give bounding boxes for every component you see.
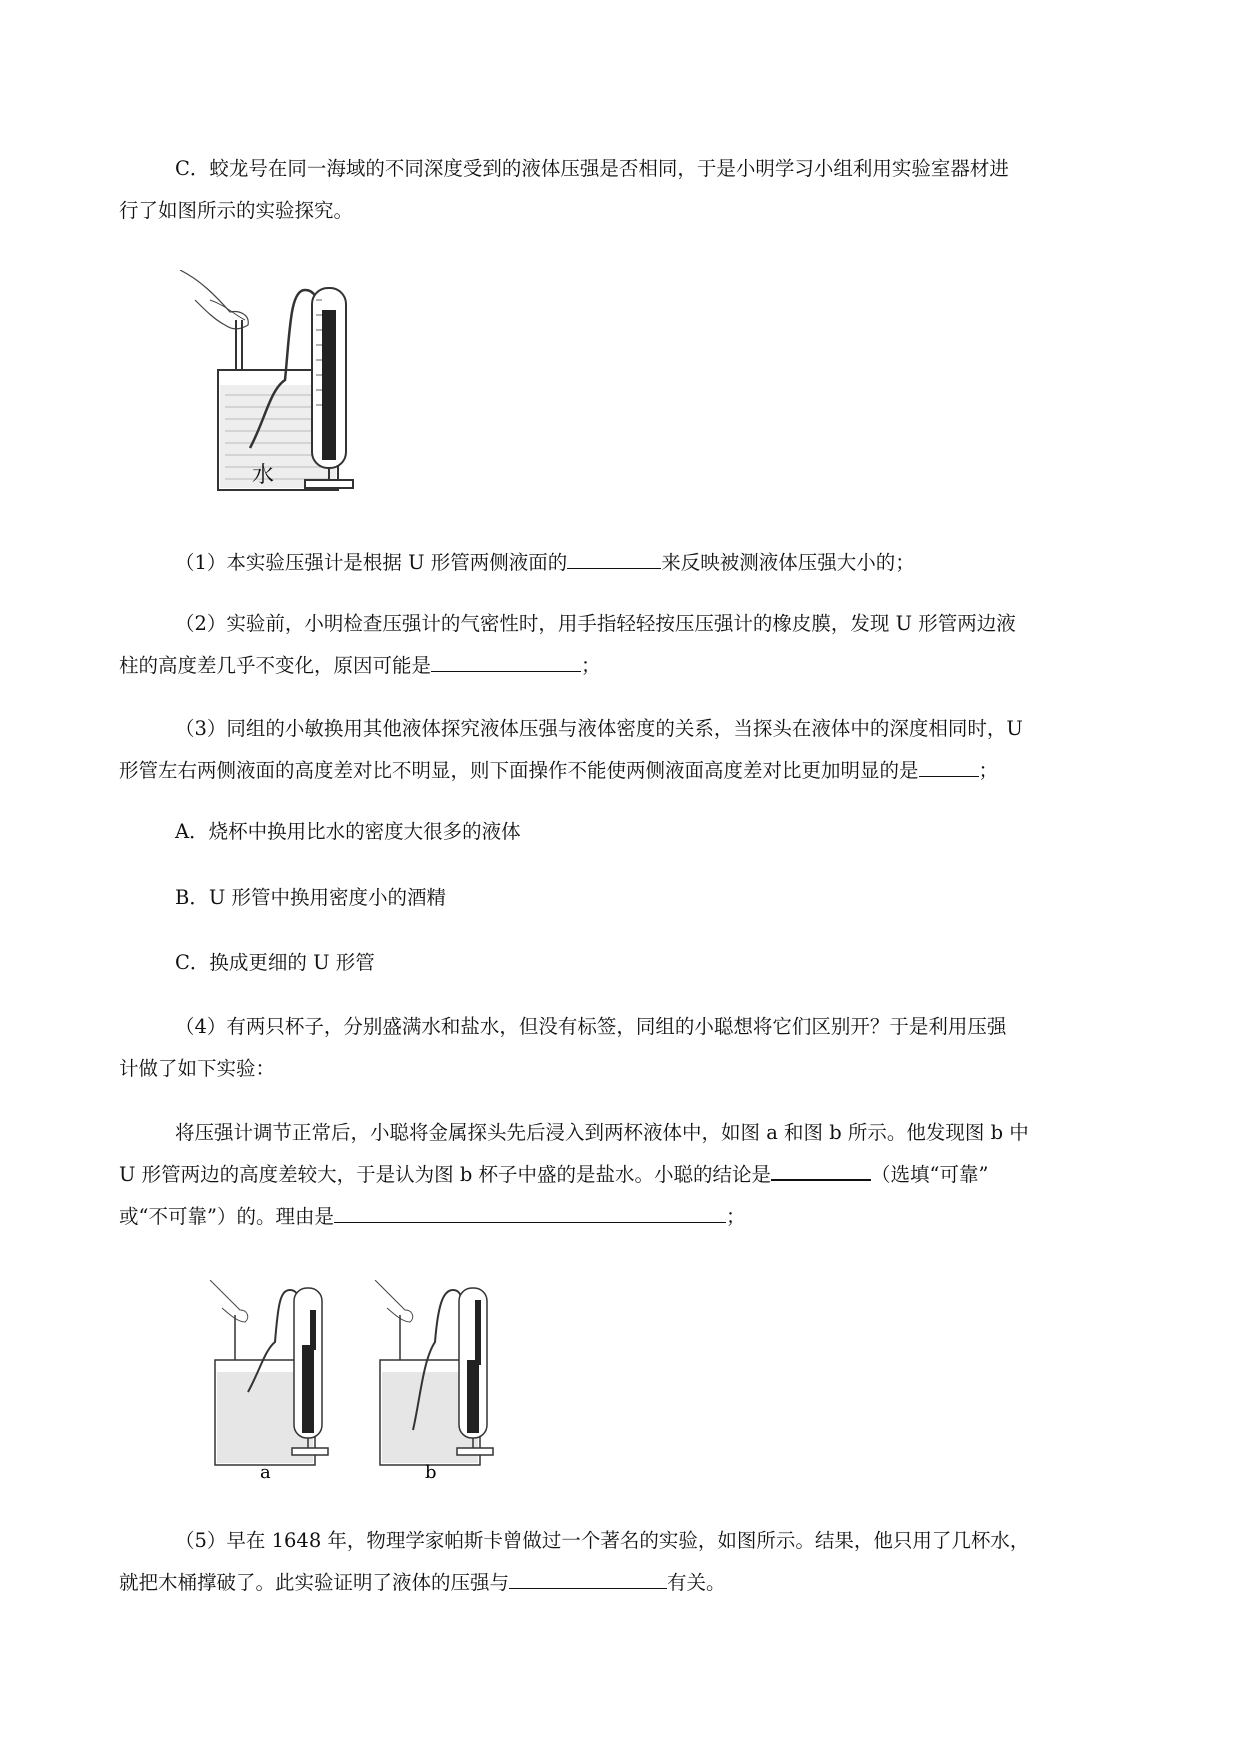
question-5	[119, 1520, 1167, 1604]
q4-line-2: 计做了如下实验：	[119, 1057, 276, 1080]
q4b-line-2-after: （选填“可靠”	[871, 1163, 989, 1186]
option-b: B．U 形管中换用密度小的酒精	[175, 886, 446, 909]
q4-reason-blank[interactable]	[334, 1200, 726, 1223]
figure-ab-comparison	[200, 1280, 520, 1480]
question-2	[119, 603, 1167, 687]
q4b-line-1: 将压强计调节正常后，小聪将金属探头先后浸入到两杯液体中，如图 a 和图 b 所示。他发现图 b 中	[175, 1121, 1029, 1144]
q5-answer-blank[interactable]	[509, 1566, 667, 1589]
figure-pressure-gauge-water	[170, 270, 400, 500]
water-label: 水	[252, 463, 275, 488]
q3-line-2-before: 形管左右两侧液面的高度差对比不明显，则下面操作不能使两侧液面高度差对比更加明显的是	[119, 759, 919, 782]
q3-answer-blank[interactable]	[919, 754, 979, 777]
intro-line-1: C．蛟龙号在同一海域的不同深度受到的液体压强是否相同，于是小明学习小组利用实验室器材进	[175, 157, 1009, 180]
q4-line-1: （4）有两只杯子，分别盛满水和盐水，但没有标签，同组的小聪想将它们区别开？于是利用压强	[175, 1015, 1007, 1038]
q1-text-before: （1）本实验压强计是根据 U 形管两侧液面的	[175, 551, 568, 574]
question-3	[119, 708, 1167, 792]
figure-label-b: b	[425, 1462, 437, 1480]
beaker-b	[375, 1280, 493, 1465]
hand-sketch	[180, 270, 248, 329]
question-4-experiment	[119, 1112, 1167, 1238]
figure-label-a: a	[260, 1462, 271, 1480]
q4b-line-3-before: 或“不可靠”）的。理由是	[119, 1205, 334, 1228]
q4b-line-2-before: U 形管两边的高度差较大，于是认为图 b 杯子中盛的是盐水。小聪的结论是	[119, 1163, 772, 1186]
q2-line-2-after: ；	[581, 654, 601, 677]
q1-text-after: 来反映被测液体压强大小的；	[661, 551, 915, 574]
q5-line-1: （5）早在 1648 年，物理学家帕斯卡曾做过一个著名的实验，如图所示。结果，他只用了几杯水，	[175, 1529, 1030, 1552]
intro-paragraph	[119, 148, 1167, 232]
option-c: C．换成更细的 U 形管	[175, 951, 375, 974]
q4-conclusion-blank[interactable]	[771, 1157, 871, 1181]
option-a: A．烧杯中换用比水的密度大很多的液体	[175, 820, 521, 843]
beaker-a	[210, 1280, 328, 1465]
q5-line-2-before: 就把木桶撑破了。此实验证明了液体的压强与	[119, 1571, 510, 1594]
q3-line-2-after: ；	[978, 759, 999, 782]
q2-answer-blank[interactable]	[431, 649, 581, 672]
q1-answer-blank[interactable]	[567, 546, 661, 569]
q2-line-2-before: 柱的高度差几乎不变化，原因可能是	[119, 654, 432, 677]
question-1	[147, 542, 1167, 584]
question-4	[119, 1006, 1167, 1090]
q2-line-1: （2）实验前，小明检查压强计的气密性时，用手指轻轻按压压强计的橡皮膜，发现 U 形管两边液	[175, 612, 1016, 635]
q3-line-1: （3）同组的小敏换用其他液体探究液体压强与液体密度的关系，当探头在液体中的深度相同时，U	[175, 717, 1023, 740]
q4b-line-3-after: ；	[725, 1205, 746, 1228]
q5-line-2-after: 有关。	[667, 1571, 726, 1594]
intro-line-2: 行了如图所示的实验探究。	[119, 199, 354, 222]
